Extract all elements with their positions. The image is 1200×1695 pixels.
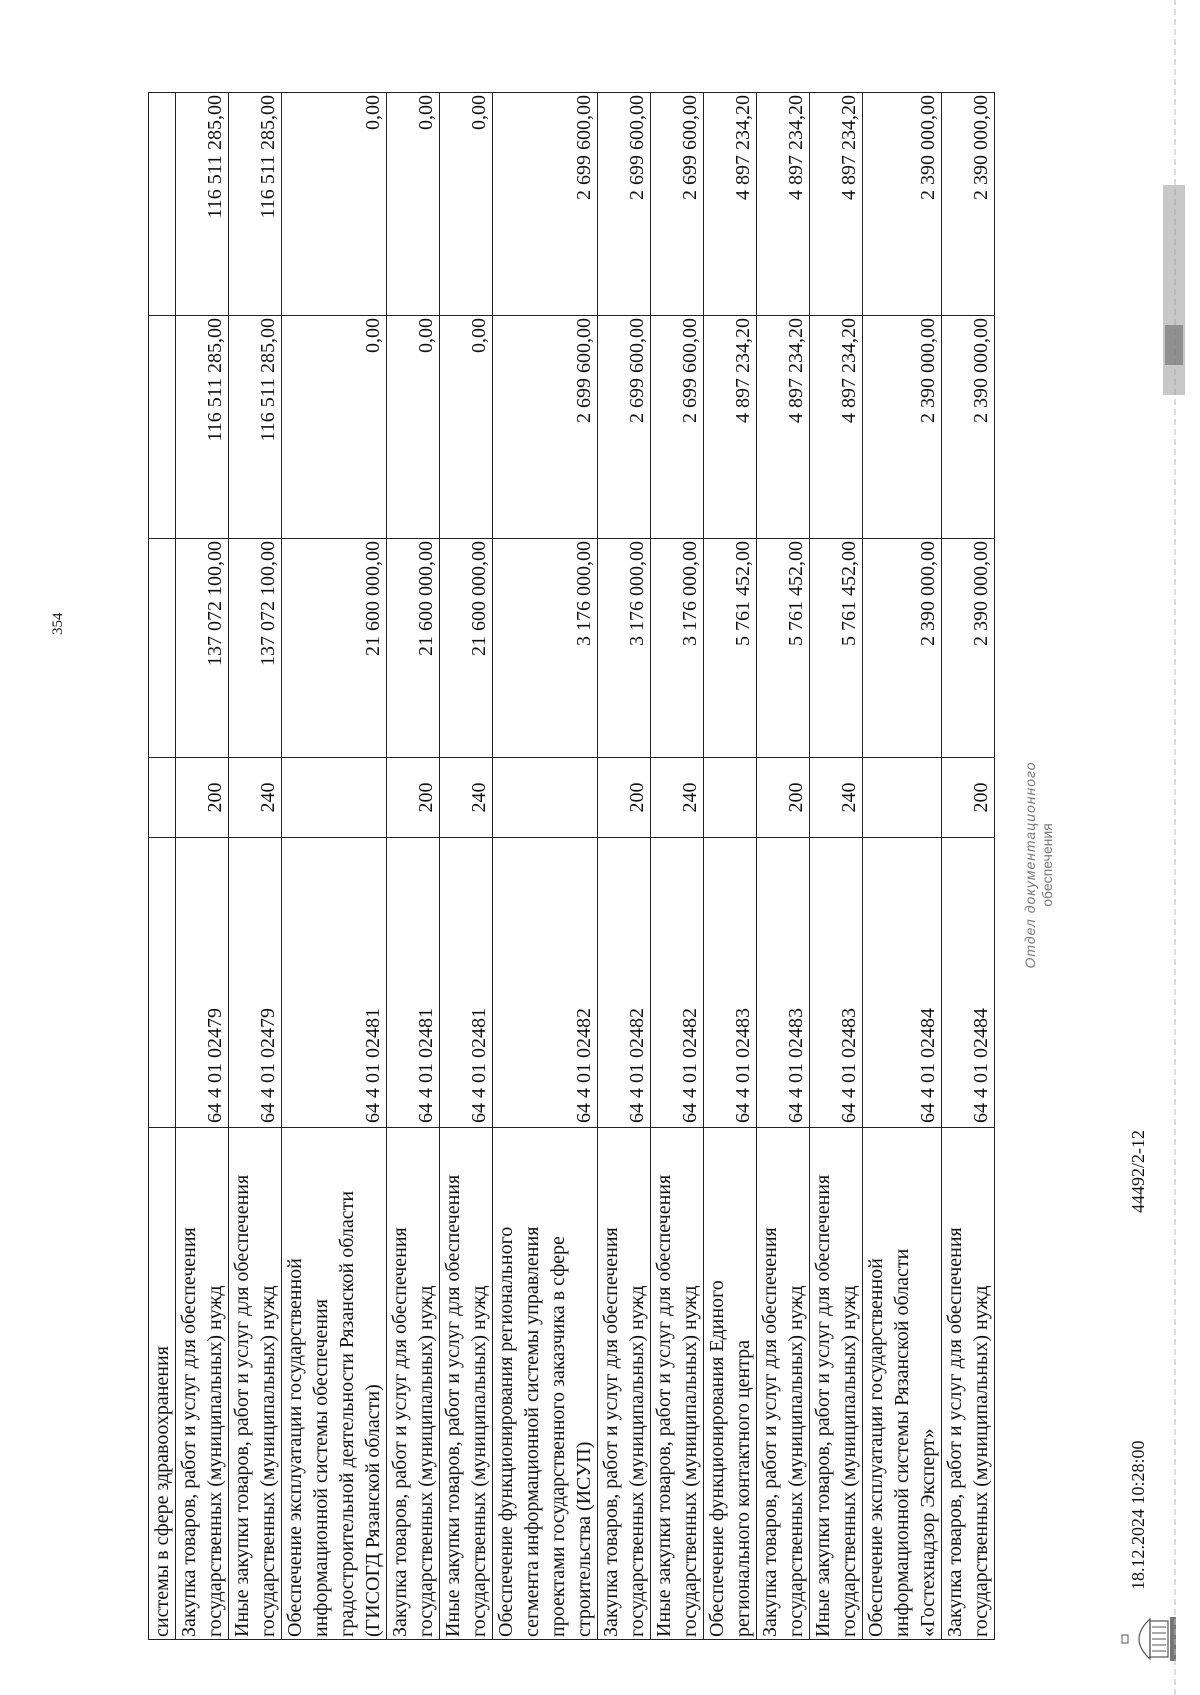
- row-name-cell: [493, 1128, 598, 1640]
- row-amount-1-cell: 5 761 452,00: [810, 539, 863, 758]
- row-name-line: государственных (муниципальных) нужд: [838, 1285, 860, 1637]
- row-amount-2-cell: 2 699 600,00: [493, 316, 598, 539]
- row-amount-1-cell: [149, 539, 176, 758]
- row-name-line: государственных (муниципальных) нужд: [785, 1285, 807, 1637]
- row-name-line: Обеспечение эксплуатации государственной: [284, 1258, 306, 1637]
- row-expense-type-cell: 200: [757, 758, 810, 838]
- row-expense-type-cell: 240: [810, 758, 863, 838]
- row-name-line: Обеспечение функционирования Единого: [706, 1280, 728, 1637]
- row-amount-3-cell: 2 390 000,00: [942, 93, 995, 316]
- row-amount-3-cell: 0,00: [387, 93, 440, 316]
- row-amount-1-cell: 3 176 000,00: [598, 539, 651, 758]
- row-name-line: Иные закупки товаров, работ и услуг для обеспечения: [653, 1174, 675, 1637]
- row-amount-2-cell: 2 699 600,00: [598, 316, 651, 539]
- row-amount-2-cell: 2 390 000,00: [942, 316, 995, 539]
- page-number: 354: [50, 612, 66, 635]
- row-name-line: Закупка товаров, работ и услуг для обеспечения: [178, 1227, 200, 1637]
- row-name-line: Закупка товаров, работ и услуг для обеспечения: [944, 1227, 966, 1637]
- row-code-cell: 64 4 01 02482: [598, 838, 651, 1128]
- row-name-line: сегмента информационной системы управления: [521, 1226, 543, 1637]
- row-name-line: информационной системы обеспечения: [310, 1299, 332, 1637]
- row-amount-3-cell: 0,00: [440, 93, 493, 316]
- row-code-cell: 64 4 01 02481: [440, 838, 493, 1128]
- row-code-cell: 64 4 01 02482: [493, 838, 598, 1128]
- row-amount-3-cell: 2 699 600,00: [651, 93, 704, 316]
- row-name-cell: [229, 1128, 282, 1640]
- row-name-line: государственных (муниципальных) нужд: [204, 1285, 226, 1637]
- row-name-line: государственных (муниципальных) нужд: [970, 1285, 992, 1637]
- table-row: [149, 93, 176, 1640]
- row-amount-2-cell: 0,00: [387, 316, 440, 539]
- row-name-line: «Гостехнадзор Эксперт»: [917, 1428, 939, 1637]
- row-expense-type-cell: 200: [176, 758, 229, 838]
- row-amount-3-cell: 2 699 600,00: [493, 93, 598, 316]
- table-row: [387, 93, 440, 1640]
- row-code-cell: 64 4 01 02479: [176, 838, 229, 1128]
- row-amount-1-cell: 3 176 000,00: [493, 539, 598, 758]
- row-expense-type-cell: [863, 758, 942, 838]
- row-amount-2-cell: 0,00: [282, 316, 387, 539]
- row-name-cell: [440, 1128, 493, 1640]
- row-name-cell: [176, 1128, 229, 1640]
- row-amount-2-cell: 116 511 285,00: [176, 316, 229, 539]
- table-row: [493, 93, 598, 1640]
- row-expense-type-cell: 200: [942, 758, 995, 838]
- row-amount-2-cell: 4 897 234,20: [704, 316, 757, 539]
- row-amount-2-cell: 2 699 600,00: [651, 316, 704, 539]
- row-amount-3-cell: 4 897 234,20: [810, 93, 863, 316]
- row-code-cell: 64 4 01 02484: [863, 838, 942, 1128]
- row-name-line: Обеспечение эксплуатации государственной: [865, 1258, 887, 1637]
- row-expense-type-cell: [493, 758, 598, 838]
- row-name-line: Закупка товаров, работ и услуг для обеспечения: [759, 1227, 781, 1637]
- row-amount-3-cell: 2 699 600,00: [598, 93, 651, 316]
- row-amount-1-cell: 2 390 000,00: [863, 539, 942, 758]
- footer-date: 18.12.2024 10:28:00: [1128, 1440, 1148, 1590]
- row-code-cell: 64 4 01 02483: [810, 838, 863, 1128]
- stamp-line-1: Отдел документационного: [1022, 761, 1038, 969]
- table-body: [149, 93, 995, 1640]
- row-amount-3-cell: 4 897 234,20: [704, 93, 757, 316]
- row-amount-1-cell: 5 761 452,00: [757, 539, 810, 758]
- row-amount-3-cell: 4 897 234,20: [757, 93, 810, 316]
- row-name-line: Иные закупки товаров, работ и услуг для обеспечения: [812, 1174, 834, 1637]
- row-amount-3-cell: [149, 93, 176, 316]
- row-amount-3-cell: 2 390 000,00: [863, 93, 942, 316]
- row-name-line: государственных (муниципальных) нужд: [626, 1285, 648, 1637]
- budget-table: [148, 92, 995, 1640]
- row-name-line: государственных (муниципальных) нужд: [415, 1285, 437, 1637]
- row-code-cell: 64 4 01 02484: [942, 838, 995, 1128]
- row-name-line: Иные закупки товаров, работ и услуг для обеспечения: [442, 1174, 464, 1637]
- row-code-cell: 64 4 01 02482: [651, 838, 704, 1128]
- row-code-cell: 64 4 01 02483: [757, 838, 810, 1128]
- row-amount-1-cell: 3 176 000,00: [651, 539, 704, 758]
- row-name-cell: [704, 1128, 757, 1640]
- row-code-cell: [149, 838, 176, 1128]
- row-amount-2-cell: 116 511 285,00: [229, 316, 282, 539]
- row-name-line: Закупка товаров, работ и услуг для обеспечения: [389, 1227, 411, 1637]
- table-row: [176, 93, 229, 1640]
- row-amount-1-cell: 21 600 000,00: [387, 539, 440, 758]
- row-name-line: Обеспечение функционирования регионального: [495, 1226, 517, 1637]
- row-name-line: государственных (муниципальных) нужд: [468, 1285, 490, 1637]
- row-name-line: Иные закупки товаров, работ и услуг для обеспечения: [231, 1174, 253, 1637]
- table-row: [598, 93, 651, 1640]
- row-code-cell: 64 4 01 02481: [282, 838, 387, 1128]
- table-row: [810, 93, 863, 1640]
- row-expense-type-cell: [149, 758, 176, 838]
- department-stamp: [1022, 725, 1056, 1005]
- row-name-cell: [863, 1128, 942, 1640]
- row-expense-type-cell: 200: [598, 758, 651, 838]
- row-expense-type-cell: 240: [440, 758, 493, 838]
- row-name-line: регионального контактного центра: [732, 1339, 754, 1637]
- row-name-cell: [387, 1128, 440, 1640]
- table-row: [229, 93, 282, 1640]
- table-row: [651, 93, 704, 1640]
- table-row: [440, 93, 493, 1640]
- stamp-line-2: обеспечения: [1039, 823, 1055, 907]
- row-amount-1-cell: 5 761 452,00: [704, 539, 757, 758]
- row-name-cell: [598, 1128, 651, 1640]
- row-name-cell: [942, 1128, 995, 1640]
- row-name-line: проектами государственного заказчика в сфере: [547, 1236, 569, 1637]
- table-row: [704, 93, 757, 1640]
- row-amount-3-cell: 0,00: [282, 93, 387, 316]
- row-name-line: градостроительной деятельности Рязанской области: [336, 1190, 358, 1637]
- row-name-cell: [757, 1128, 810, 1640]
- row-name-line: системы в сфере здравоохранения: [151, 1346, 173, 1637]
- row-amount-1-cell: 2 390 000,00: [942, 539, 995, 758]
- footer-doc-code: 44492/2-12: [1128, 1130, 1148, 1213]
- row-name-line: государственных (муниципальных) нужд: [679, 1285, 701, 1637]
- table-row: [942, 93, 995, 1640]
- row-expense-type-cell: [704, 758, 757, 838]
- row-expense-type-cell: [282, 758, 387, 838]
- row-amount-1-cell: 137 072 100,00: [229, 539, 282, 758]
- row-amount-1-cell: 21 600 000,00: [282, 539, 387, 758]
- row-amount-3-cell: 116 511 285,00: [176, 93, 229, 316]
- row-amount-2-cell: 2 390 000,00: [863, 316, 942, 539]
- row-amount-1-cell: 137 072 100,00: [176, 539, 229, 758]
- row-name-line: строительства (ИСУП): [573, 1441, 595, 1637]
- row-name-cell: [651, 1128, 704, 1640]
- row-name-line: Закупка товаров, работ и услуг для обеспечения: [600, 1227, 622, 1637]
- table-row: [282, 93, 387, 1640]
- row-amount-3-cell: 116 511 285,00: [229, 93, 282, 316]
- row-name-cell: [282, 1128, 387, 1640]
- row-code-cell: 64 4 01 02483: [704, 838, 757, 1128]
- row-expense-type-cell: 200: [387, 758, 440, 838]
- row-code-cell: 64 4 01 02481: [387, 838, 440, 1128]
- row-name-cell: [149, 1128, 176, 1640]
- row-amount-2-cell: [149, 316, 176, 539]
- row-amount-2-cell: 4 897 234,20: [757, 316, 810, 539]
- row-amount-1-cell: 21 600 000,00: [440, 539, 493, 758]
- row-name-line: (ГИСОГД Рязанской области): [362, 1384, 384, 1637]
- scan-edge-strip: [1155, 0, 1195, 1695]
- row-amount-2-cell: 0,00: [440, 316, 493, 539]
- table-row: [757, 93, 810, 1640]
- row-expense-type-cell: 240: [651, 758, 704, 838]
- row-name-line: государственных (муниципальных) нужд: [257, 1285, 279, 1637]
- row-code-cell: 64 4 01 02479: [229, 838, 282, 1128]
- row-name-line: информационной системы Рязанской области: [891, 1248, 913, 1637]
- table-row: [863, 93, 942, 1640]
- row-amount-2-cell: 4 897 234,20: [810, 316, 863, 539]
- row-expense-type-cell: 240: [229, 758, 282, 838]
- row-name-cell: [810, 1128, 863, 1640]
